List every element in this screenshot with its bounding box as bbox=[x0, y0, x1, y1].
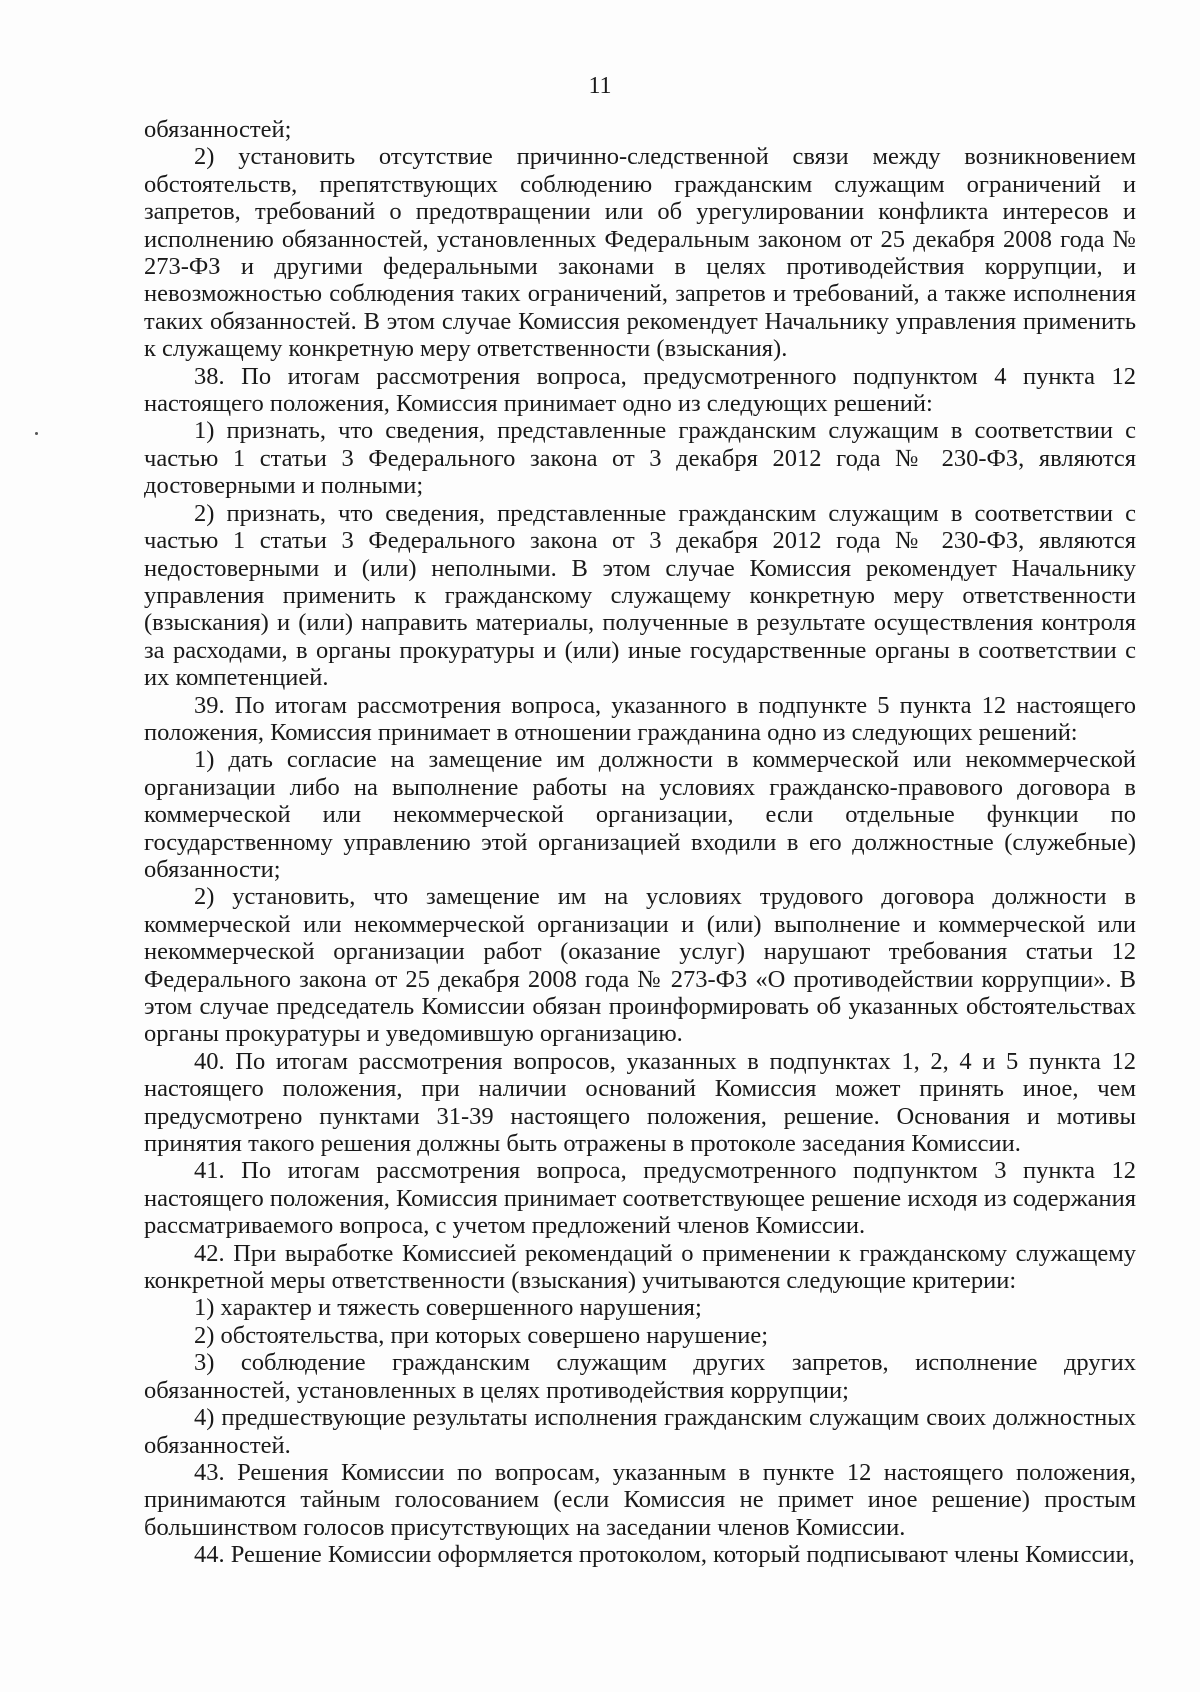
paragraph-39-item-1: 1) дать согласие на замещение им должности в коммерческой или некоммерческой организации либо на выполнение работы на условиях гражданско-правового договора в коммерческой или некоммерческой организации, если отдельные функции по государственному управлению этой организацией входили в его должностные (служебные) обязанности; bbox=[144, 746, 1136, 883]
paragraph-43: 43. Решения Комиссии по вопросам, указанным в пункте 12 настоящего положения, принимаются тайным голосованием (если Комиссия не примет иное решение) простым большинством голосов присутствующих на заседании членов Комиссии. bbox=[144, 1458, 1136, 1541]
paragraph-item-2-causal-link: 2) установить отсутствие причинно-следственной связи между возникновением обстоятельств, препятствующих соблюдению гражданским служащим ограничений и запретов, требований о предотвращении или об урегулировании конфликта интересов и исполнению обязанностей, установленных Федеральным законом от 25 декабря 2008 года № 273-ФЗ и другими федеральными законами в целях противодействия коррупции, и невозможностью соблюдения таких ограничений, запретов и требований, а также исполнения таких обязанностей. В этом случае Комиссия рекомендует Начальнику управления применить к служащему конкретную меру ответственности (взыскания). bbox=[144, 143, 1136, 363]
paragraph-38-item-2: 2) признать, что сведения, представленные гражданским служащим в соответствии с частью 1 статьи 3 Федерального закона от 3 декабря 2012 года № 230-ФЗ, являются недостоверными и (или) неполными. В этом случае Комиссия рекомендует Начальнику управления применить к гражданскому служащему конкретную меру ответственности (взыскания) и (или) направить материалы, полученные в результате осуществления контроля за расходами, в органы прокуратуры и (или) иные государственные органы в соответствии с их компетенцией. bbox=[144, 499, 1136, 692]
paragraph-38-item-1: 1) признать, что сведения, представленные гражданским служащим в соответствии с частью 1 статьи 3 Федерального закона от 3 декабря 2012 года № 230-ФЗ, являются достоверными и полными; bbox=[144, 417, 1136, 500]
paragraph-42-item-3: 3) соблюдение гражданским служащим других запретов, исполнение других обязанностей, установленных в целях противодействия коррупции; bbox=[144, 1349, 1136, 1404]
paragraph-42-item-4: 4) предшествующие результаты исполнения гражданским служащим своих должностных обязанностей. bbox=[144, 1404, 1136, 1459]
paragraph-41: 41. По итогам рассмотрения вопроса, предусмотренного подпунктом 3 пункта 12 настоящего положения, Комиссия принимает соответствующее решение исходя из содержания рассматриваемого вопроса, с учетом предложений членов Комиссии. bbox=[144, 1157, 1136, 1240]
page-number: 11 bbox=[588, 73, 612, 99]
paragraph-continuation: обязанностей; bbox=[144, 116, 292, 143]
paragraph-39: 39. По итогам рассмотрения вопроса, указанного в подпункте 5 пункта 12 настоящего положения, Комиссия принимает в отношении гражданина одно из следующих решений: bbox=[144, 691, 1136, 746]
paragraph-38: 38. По итогам рассмотрения вопроса, предусмотренного подпунктом 4 пункта 12 настоящего положения, Комиссия принимает одно из следующих решений: bbox=[144, 362, 1136, 418]
scan-speck bbox=[35, 432, 38, 435]
paragraph-40: 40. По итогам рассмотрения вопросов, указанных в подпунктах 1, 2, 4 и 5 пункта 12 настоящего положения, при наличии оснований Комиссия может принять иное, чем предусмотрено пунктами 31-39 настоящего положения, решение. Основания и мотивы принятия такого решения должны быть отражены в протоколе заседания Комиссии. bbox=[144, 1047, 1136, 1158]
paragraph-39-item-2: 2) установить, что замещение им на условиях трудового договора должности в коммерческой или некоммерческой организации и (или) выполнение и коммерческой или некоммерческой организации работ (оказание услуг) нарушают требования статьи 12 Федерального закона от 25 декабря 2008 года № 273-ФЗ «О противодействии коррупции». В этом случае председатель Комиссии обязан проинформировать об указанных обстоятельствах органы прокуратуры и уведомившую организацию. bbox=[144, 883, 1136, 1048]
paragraph-42: 42. При выработке Комиссией рекомендаций о применении к гражданскому служащему конкретной меры ответственности (взыскания) учитываются следующие критерии: bbox=[144, 1239, 1136, 1295]
document-body bbox=[144, 116, 1136, 1569]
paragraph-42-item-2: 2) обстоятельства, при которых совершено нарушение; bbox=[194, 1321, 769, 1349]
paragraph-42-item-1: 1) характер и тяжесть совершенного нарушения; bbox=[194, 1294, 702, 1322]
paragraph-44: 44. Решение Комиссии оформляется протоколом, который подписывают члены Комиссии, bbox=[194, 1541, 1135, 1569]
